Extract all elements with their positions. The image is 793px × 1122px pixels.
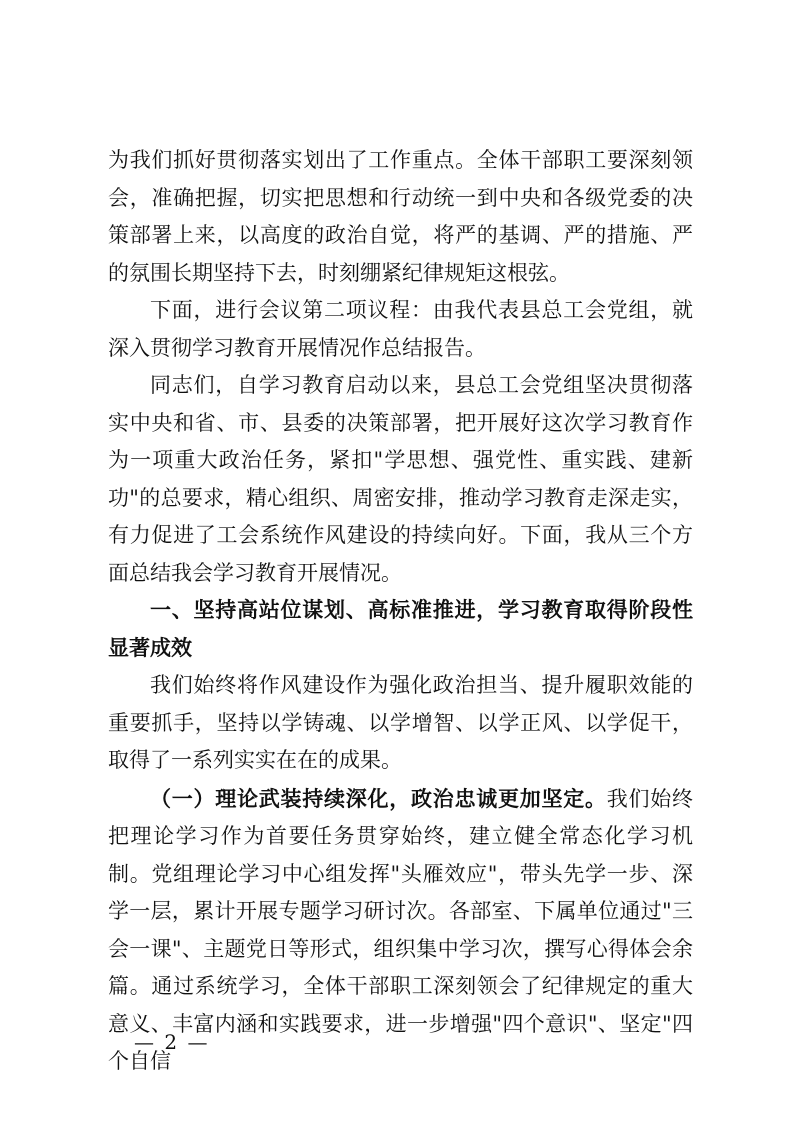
document-body <box>108 142 693 1081</box>
page-number: — 2 — <box>134 1030 210 1054</box>
paragraph-section-intro: 我们始终将作风建设作为强化政治担当、提升履职效能的重要抓手，坚持以学铸魂、以学增智、以学正风、以学促干，取得了一系列实实在在的成果。 <box>108 673 693 772</box>
paragraph-continuation: 为我们抓好贯彻落实划出了工作重点。全体干部职工要深刻领会，准确把握，切实把思想和行动统一到中央和各级党委的决策部署上来，以高度的政治自觉，将严的基调、严的措施、严的氛围长期坚持下去，时刻绷紧纪律规矩这根弦。 <box>108 148 693 285</box>
paragraph-overview: 同志们，自学习教育启动以来，县总工会党组坚决贯彻落实中央和省、市、县委的决策部署，把开展好这次学习教育作为一项重大政治任务，紧扣"学思想、强党性、重实践、建新功"的总要求，精心组织、周密安排，推动学习教育走深走实，有力促进了工会系统作风建设的持续向好。下面，我从三个方面总结我会学习教育开展情况。 <box>108 373 693 585</box>
section-heading-1: 一、坚持高站位谋划、高标准推进，学习教育取得阶段性显著成效 <box>108 598 693 660</box>
paragraph-agenda: 下面，进行会议第二项议程：由我代表县总工会党组，就深入贯彻学习教育开展情况作总结报告。 <box>108 298 693 360</box>
subsection-heading-1: （一）理论武装持续深化，政治忠诚更加坚定。 <box>150 785 607 811</box>
subsection-body-1: 我们始终把理论学习作为首要任务贯穿始终，建立健全常态化学习机制。党组理论学习中心组发挥"头雁效应"，带头先学一步、深学一层，累计开展专题学习研讨次。各部室、下属单位通过"三会一课"、主题党日等形式，组织集中学习次，撰写心得体会余篇。通过系统学习，全体干部职工深刻领会了纪律规定的重大意义、丰富内涵和实践要求，进一步增强"四个意识"、坚定"四个自信 <box>108 786 693 1073</box>
